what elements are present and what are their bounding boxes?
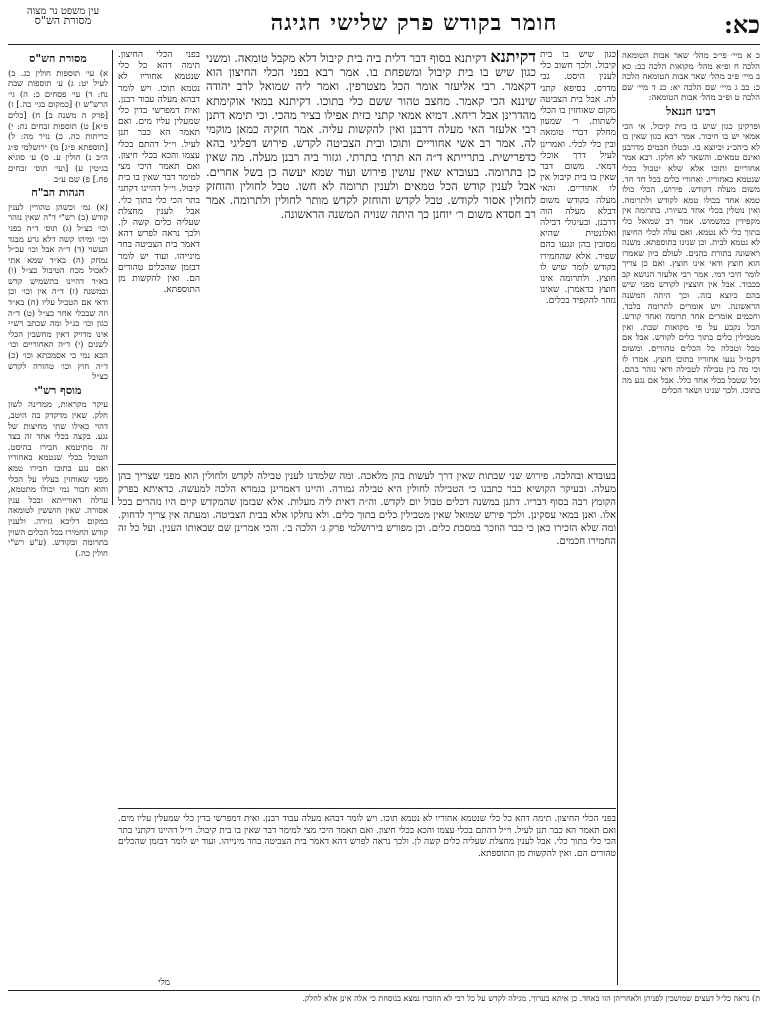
gemara-text: דקיתנא בסוף דבר דלית ביה בית קיבול דלא מקבל טומאה. ומשני כגון שיש בו בית קיבול ומשפחת בו. אמר רבא בפני הכלי החיצון הוא דקאמר. רבי אליעזר אומר הכל מצטרפין. ואמר ליה שמואל לרב יהודה שיננא הכי קאמר. מחצב טהור ששם כלי בתוכו. דקיתנא במאי אוקימתא מהדרינן אבל ריחא. דמיא אמאי קתני כזית אפילו בציר מהכי. וכי תימא דתנן רבי אלעזר האי מעלה דרבנן ואין להקשות עליה. אמר חזקיה כמאן מוקמי לה. אמר רב אשי אחוריים ותוכו ובית הצביטה לקדש. פירוש דפליגי בהא כדפרישית. בתרייתא ד״ה הא תרתי בתרתי. וגזור ביה רבנן מעלה. מה שאין כן בתרומה. בעובדא שאין עושין פירוש ועוד שמא יעשה כן בשל אחרים. אבל לענין קודש הכל טמאים ולענין תרומה לא חשו. טבל לחולין והוחזק לחולין אסור לקודש. טבל לקדש והוחזק לקדש מותר לחולין ולתרומה. אמר רב חסדא משום ר׳ יוחנן כך היתה שנויה המשנה הראשונה. bbox=[206, 51, 536, 222]
section-title-musaf-rashi: מוסף רש"י bbox=[34, 383, 82, 397]
lower-commentary bbox=[118, 470, 616, 800]
chananel-text: ופרקינן כגון שיש בו בית קיבול. אי הכי אמאי יש בו חיבור. אמר רבא כגון שאין בו לא ביהכ״נ וכיוצא בו. ובטלו חכמים מדרבנן ואינם טמאים. והשאר לא חלקו. רבא אמר אחוריים ותוכו אלא שלא יטבול בכלי שנטמא באחוריו. ואחורי כלים בכל חד חד. משום מעלה דקודש. פירוש, הכלי כולו טמא אחד בכולו טמא לקודש ולתרומה. ואין נוטלין בכלי אחד בשיורו. בתרומה אין מקפידין במשמוש. אמר רב שמואל כלי בתוך כלי לא נטמא. ואם עלה לכלי החיצון לא נטמא לבית. וכן שנינו בתוספתא. משנה ראשונה בתורת כהנים. לעולם כיון שאמרו הוא חוצץ ודאי אינו חוצץ. ואם כן צריך לומר היכי דמי. אמר רבי אלעזר הנושא קב בכבוד. אבל אין חוצצין לקודש מפני שיש בהם כיוצא בזה. וכך היתה המשנה הראשונה. ויש אומרים לתרומה בלבד. וחכמים אומרים אחד תרומה ואחד קודש. הכל נקבע על פי מקואות שבת. ואין מטבילין כלים בתוך כלים לקודש. אבל אם טבל וטבלה כל הכלים טהורים. ומשום דקמ״ל נגעו אחוריו בתוכו חוצץ. אמרו לו וכי מה בין טבילה לטבילה ודאי נזהר בהם. וכל שטבל בכלי אחד כלל. אבל אם נגע מה בתוכו. ולכך שנינו ושאר הכלים bbox=[622, 120, 760, 396]
section-title-chananel: רבינו חננאל bbox=[666, 104, 716, 118]
daf-number: כא: bbox=[724, 10, 760, 39]
rashi-column bbox=[540, 50, 616, 460]
header-rule bbox=[8, 44, 760, 45]
ein-mishpat-label: עין משפט נר מצוה bbox=[26, 6, 100, 17]
lower-commentary-continued-text: בפני הכלי החיצון. תימה דהא כל כלי שנטמא אחוריו לא נטמא תוכו. ויש לומר דבהא מעלה עבוד רבנן. ואית דמפרשי בדין כלי שמעלין עליו מים. ואם תאמר הא כבר תנן לעיל. וי״ל דהתם בכלי עצמו והכא בכלי חיצון. ואם תאמר היכי מצי למימר דבר שאין בו בית קיבול. וי״ל דהיינו דקתני בתר הכי כלי בתוך כלי. אבל לענין מחצלת שעליה כלים קשה לן. ולכך נראה לפרש דהא דאמר בית הצביטה בחד מינייהו. ועוד יש לומר דבזמן שהכלים טהורים הם. ואין להקשות מן התוספתא. bbox=[118, 814, 616, 859]
rashi-text: כגון שיש בו בית קיבול. ולכך חשוב כלי לענין היסט. גבי מדרס. בסיפא קתני לה. אבל בית הצביטה מקום שאוחזין בו הכלי לשתות. ר׳ שמעון מחלק דברי טומאה ובין כלי לכלי. ואמרינן לעיל דרך אוכלי דמאי. משום דבר שאין בו בית קיבול אין לו אחוריים. והאי מעלה בקודש משום דבלא מעלה הוה דרבנן. ובעיגולי דבילה ואלונטית שהיא מסובין בהן ונגעו בהם שפיר. אלא שהחמירו בקודש לומר שיש לו חוצץ. ולתרומה אינו חוצץ כדאמרן. שאינו נזהר להקפיד בכלים. bbox=[539, 50, 616, 307]
left-margin-column bbox=[8, 50, 108, 558]
right-margin-column bbox=[622, 50, 760, 985]
section-title-masoret: מסורת הש"ס bbox=[29, 52, 87, 65]
masoret-text: א) עי׳ תוספות חולין כג. ב) לעיל יט: ג) ע׳ תוספות שבת נח: ד) עי׳ פסחים כ: ה) גי׳ הרש"ש ו) [כמקום בגי׳ כה.] ז) [פרק ה משנה ב] ח) [כלים פ״א] ט) תוספות זבחים נח: י) כריתות כה. כ) נזיר מה: ל) [תוספתא פ״ג] מ) ירושלמי פ״ג ה״ב נ) חולין ע. ס) ע׳ סוגיא בגיטין ע) [ועי׳ תוס׳ זבחים פח.] פ) שם ע״ב bbox=[8, 67, 108, 184]
lower-commentary-text: בעובדא ובהלכה. פירוש שני שבתות שאין דרך לעשות בהן מלאכה. ומה שלמדנו לענין טבילה לקדש ולחולין הוא מפני שצריך בהן מעלה. ובעיקר הקושיא כבר כתבנו כי הטבילה לחולין היא טבילה גמורה. והיינו דאמרינן בגמרא הלכה למעשה. כדאיתא בפרק הקומץ רבה בסוף דבריו. דתנן במשנה דכלים טבול יום לקדש. וה״ה דאית ליה מעלות. אלא שבזמן שהמקדש קיים היו נזהרים בכל אלו. ואנן במאי עסקינן. ולכך פירש שמואל שאין מטבילין כלים בתוך כלים. ולא נחלקו אלא בבית הצביטה. ומעתה אין צריך לדחוק. ומה שלא הזכירו כאן כי כבר הוזכר במסכת כלים. וכן מפורש בירושלמי פרק ג׳ הלכה ב׳. והכי אמרינן שם שבאותו הענין. ועל כל זה החמירו חכמים. bbox=[118, 471, 616, 547]
lower-commentary-continued bbox=[118, 814, 616, 984]
left-column-divider bbox=[112, 50, 113, 505]
right-column-divider bbox=[617, 50, 618, 985]
tosafot-column bbox=[118, 50, 200, 460]
gemara-main-text bbox=[206, 47, 536, 460]
footnote-rule bbox=[8, 990, 760, 991]
gemara-opening-word: דקיתנא bbox=[490, 47, 536, 66]
mid-rule bbox=[118, 464, 616, 465]
musaf-rashi-text: עיקר מקראות, ממדינה לשון חלק. שאין מדקדק בה היטב, דהוי כאילו שתי מחיצות של נגע. בקצה בכלי אחד זה בצד זה מתיטמא חבירו בהיסט. הטובל בכלי שנטמא באחוריו ואם נגע בתוכו חבירו טמא מפני שאוחזין בעליו על הכלי והוא חבור נמי וכולו מתטמא, ערלה דאורייתא ובכל ענין אסורה. שאין חוששין לטומאה במקום דליכא גזירה. ולענין קודש החמירו בכל הכלים השוין בתרומה ובקודש. (ע"ע רש"י חולין כה.) bbox=[8, 399, 108, 558]
hagahot-text: (א) גמ׳ וכשהן טהורין לענין קודש (ב) רש"י ד"ה שאין נזהר וכו׳ כצ״ל (ג) תוס׳ ד״ה בפני וכו׳ ומיהו קשה דלא גרע מבגד העשוי (ד) ד״ה אבל וכו׳ עכ״ל נמחק (ה) בא״ד שמא אתי לאכול מכח הטיבול כצ״ל (ו) בא״ד דהיינו בתשמיש קדש ובמשנה (ז) ד״ה אין וכו׳ וכן ודאי אם הטביל עליו (ח) בא״ד וזה שבכלי אחר כצ״ל (ט) ד״ה כגון וכו׳ כנ״ל ומה שכתב רש״י אינו מדויק דאין מחשבין הכלי לשנים (י) ד״ה האחוריים וכו׳ הכא נמי כי אסמכתא וכו׳ (כ) ד״ה חוץ וכו׳ טהורה לקדש כצ״ל bbox=[8, 201, 108, 382]
page-title: חומר בקודש פרק שלישי חגיגה bbox=[270, 10, 558, 36]
ein-mishpat-text: כ א מיי׳ פי״ב מהל׳ שאר אבות הטומאה הלכה ח ופ״א מהל׳ מקואות הלכה כב: כא ב מיי׳ פ״ב מהל׳ שאר אבות הטומאה הלכה כ: כב ג מיי׳ שם הלכה יא: כג ד מיי׳ שם הלכה ט ופ״ב מהל׳ אבות הטומאה: bbox=[622, 50, 760, 103]
section-title-hagahot: הגהות הב"ח bbox=[31, 186, 85, 200]
masoret-label: מסורת הש"ס bbox=[34, 14, 92, 27]
footnote-text: ת) נראה כל״ל דעצים שמושכין לפניהן ולאחריהן הוו כאחד. כן איתא בערוך. מגילה לקדש על כל רבי לא הוזכרו נמצא בנוסחת כי אלה אינן אלא לחלק. bbox=[302, 994, 760, 1003]
bottom-rule bbox=[118, 808, 616, 809]
catchword: מלי bbox=[158, 978, 170, 988]
footnote bbox=[8, 994, 760, 1018]
tosafot-text: בפני הכלי החיצון. תימה דהא כל כלי שנטמא אחוריו לא נטמא תוכו. ויש לומר דבהא מעלה עבוד רבנן. ואית דמפרשי בדין כלי שמעלין עליו מים. ואם תאמר הא כבר תנן לעיל. וי״ל דהתם בכלי עצמו והכא בכלי חיצון. ואם תאמר היכי מצי למימר דבר שאין בו בית קיבול. וי״ל דהיינו דקתני בתר הכי כלי בתוך כלי. אבל לענין מחצלת שעליה כלים קשה לן. ולכך נראה לפרש דהא דאמר בית הצביטה בחד מינייהו. ועוד יש לומר דבזמן שהכלים טהורים הם. ואין להקשות מן התוספתא. bbox=[118, 50, 200, 296]
